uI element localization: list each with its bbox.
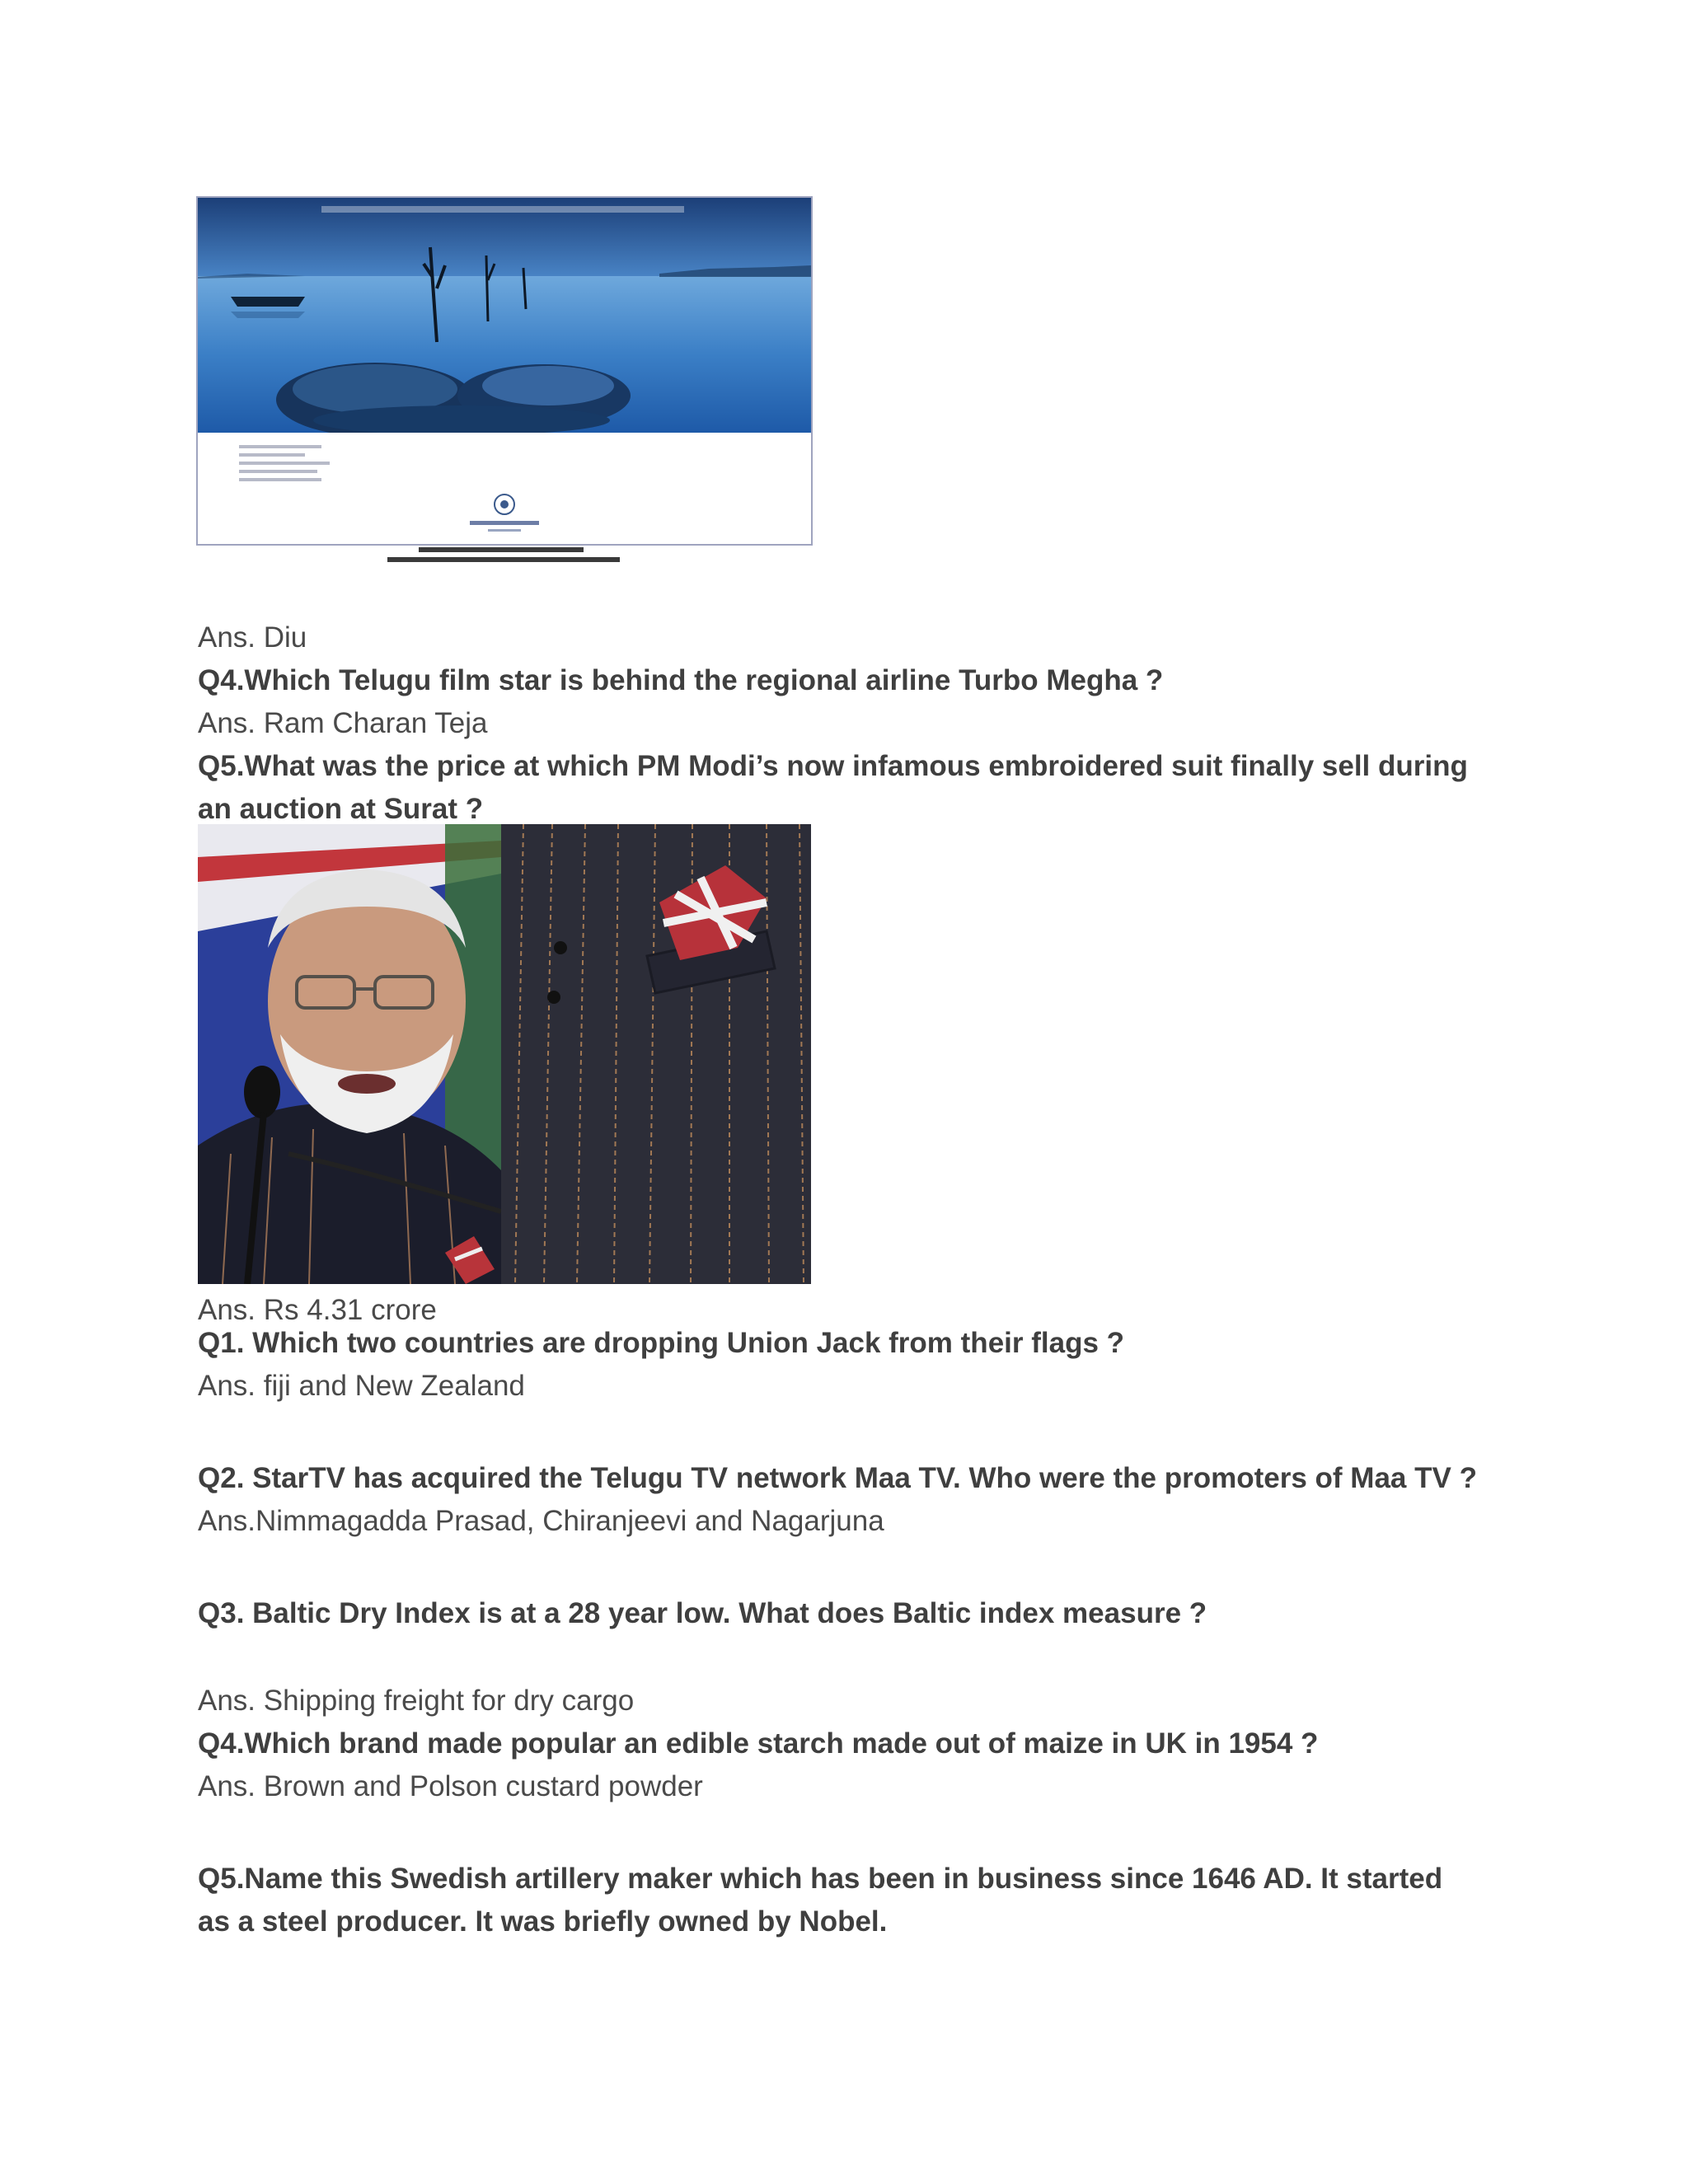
answer-diu: Ans. Diu <box>198 621 307 654</box>
answer-shipping-freight: Ans. Shipping freight for dry cargo <box>198 1685 635 1717</box>
answer-maa-tv-promoters: Ans.Nimmagadda Prasad, Chiranjeevi and Nagarjuna <box>198 1505 884 1537</box>
answer-fiji-new-zealand: Ans. fiji and New Zealand <box>198 1370 525 1402</box>
lake-advertisement-image <box>196 196 813 546</box>
answer-ram-charan-teja: Ans. Ram Charan Teja <box>198 707 488 739</box>
question-maa-tv: Q2. StarTV has acquired the Telugu TV network Maa TV. Who were the promoters of Maa TV ? <box>198 1462 1477 1494</box>
question-edible-starch: Q4.Which brand made popular an edible starch made out of maize in UK in 1954 ? <box>198 1727 1319 1760</box>
question-union-jack: Q1. Which two countries are dropping Union Jack from their flags ? <box>198 1327 1125 1359</box>
question-swedish-artillery-line-2: as a steel producer. It was briefly owned by Nobel. <box>198 1905 888 1938</box>
modi-suit-image <box>198 824 811 1284</box>
question-modi-suit-line-1: Q5.What was the price at which PM Modi’s now infamous embroidered suit finally sell during <box>198 750 1468 782</box>
lake-ad-caption-image <box>196 546 813 567</box>
question-swedish-artillery-line-1: Q5.Name this Swedish artillery maker which has been in business since 1646 AD. It started <box>198 1863 1443 1895</box>
answer-rs-4-31-crore: Ans. Rs 4.31 crore <box>198 1294 437 1326</box>
answer-brown-polson: Ans. Brown and Polson custard powder <box>198 1770 703 1802</box>
question-turbo-megha: Q4.Which Telugu film star is behind the regional airline Turbo Megha ? <box>198 664 1164 696</box>
question-modi-suit-line-2: an auction at Surat ? <box>198 793 484 825</box>
question-baltic-dry-index: Q3. Baltic Dry Index is at a 28 year low. What does Baltic index measure ? <box>198 1597 1207 1629</box>
